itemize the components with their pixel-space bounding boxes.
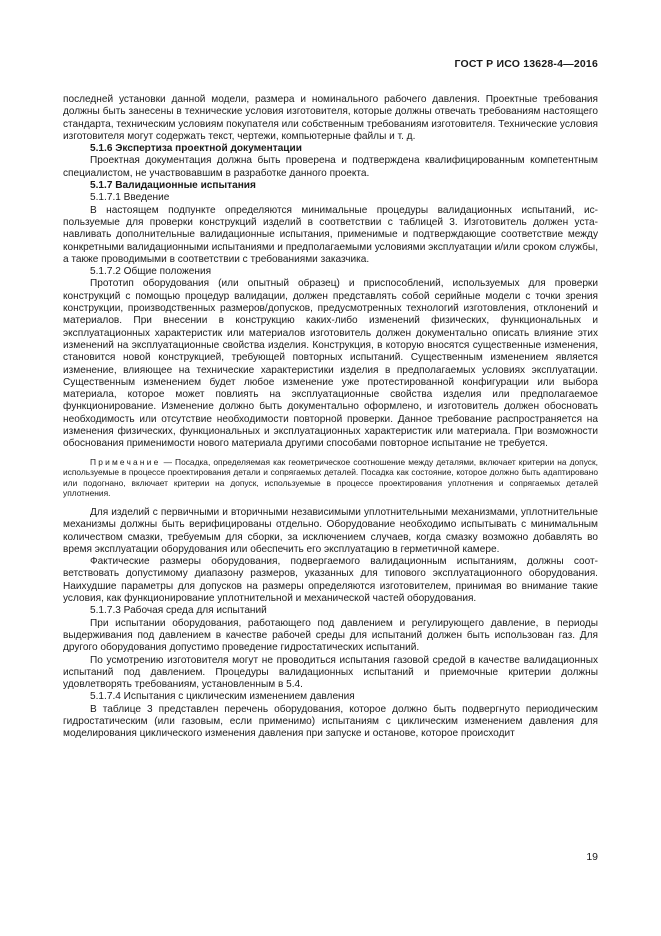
heading-5-1-6: 5.1.6 Экспертиза проектной документации <box>90 143 302 155</box>
paragraph-5-1-7-3-a: При испытании оборудования, работающего под давлением и регулирующего давление, в периоды выдерживания под давлением в качестве рабочей среды для испытаний должен быть использован газ. Для другого оборудования допустимо проведение гидростатических испытаний. <box>63 617 598 654</box>
paragraph-5-1-7-1: В настоящем подпункте определяются минимальные процедуры валидационных испытаний, используемые для проверки конструкций изделий в соответствии с таблицей 3. Изготовитель должен устанавливать дополнительные валидационные испытания, применимые и подтверждающие соответствие между конкретными валидационными испытаниями и предполагаемыми условиями эксплуатации и/или сроком службы, а также проводимыми в соответствии с требованиями заказчика. <box>63 204 598 265</box>
note <box>63 457 598 499</box>
standard-header: ГОСТ Р ИСО 13628-4—2016 <box>454 58 598 70</box>
heading-5-1-7-4: 5.1.7.4 Испытания с циклическим изменением давления <box>90 691 355 703</box>
paragraph-5-1-7-2: Прототип оборудования (или опытный образец) и приспособлений, используемых для проверки конструкций с помощью процедур валидации, должен представлять собой серийные модели с точки зрения конструкции, производственных размеров/допусков, предусмотренных технологий изготовления, отклонений и материалов. При внесении в конструкцию каких-либо изменений физических, функциональных и эксплуатационных характеристик или материалов изготовитель должен документально описать влияние этих изменений на эксплуатационные свойства изделия. Конструкция, в которую вносятся существенные изменения, становится новой конструкцией, требующей повторных испытаний. Существенным изменением является изменение, влияющее на технические характеристики изделия в предполагаемых условиях эксплуатации. Существенным изменением будет любое изменение уже протестированной конфигурации или выбора материала, которое может повлиять на эксплуатационные свойства изделия или предполагаемое функционирование. Изменение должно быть документально оформлено, и изготовитель должен обосновать необходимость или отсутствие необходимости повторной проверки. Данное требование распространяется на изменения физических, функциональных и эксплуатационных характеристик или материала. При возможности обоснования применимости нового материала другими способами повторное испытание не требуется. <box>63 278 598 450</box>
paragraph-5-1-7-4: В таблице 3 представлен перечень оборудования, которое должно быть подвергнуто периодическим гидростатическим (или газовым, если применимо) испытаниям с циклическим изменением давления для моделирования циклического изменения давления при запуске и останове, которое происходит <box>63 703 598 740</box>
note-label: Примечание <box>90 456 161 467</box>
heading-5-1-7-3: 5.1.7.3 Рабочая среда для испытаний <box>90 605 267 617</box>
paragraph-continuation: последней установки данной модели, размера и номинального рабочего давления. Проектные требования должны быть занесены в технические условия изготовителя, которые должны отвечать требованиям настоящего стандарта, техническим условиям покупателя или собственным требованиям изготовителя. Технические условия изготовителя могут содержать текст, чертежи, компьютерные файлы и т. д. <box>63 94 598 142</box>
heading-5-1-7-1: 5.1.7.1 Введение <box>90 192 170 204</box>
paragraph-dimensions: Фактические размеры оборудования, подвергаемого валидационным испытаниям, должны соответствовать допустимому диапазону размеров, указанных для типового эксплуатационного оборудования. Наихудшие параметры для допусков на размеры определяются изготовителем, принимая во внимание такие условия, как функционирование уплотнительной и механической частей оборудования. <box>63 556 598 605</box>
heading-5-1-7: 5.1.7 Валидационные испытания <box>90 180 256 192</box>
document-body <box>63 94 598 741</box>
paragraph-5-1-6: Проектная документация должна быть проверена и подтверждена квалифицированным компетентным специалистом, не участвовавшим в разработке данного проекта. <box>63 155 598 179</box>
heading-5-1-7-2: 5.1.7.2 Общие положения <box>90 266 212 278</box>
paragraph-seals: Для изделий с первичными и вторичными независимыми уплотнительными механизмами, уплотнительные механизмы должны быть верифицированы отдельно. Оборудование необходимо испытывать с минимальным количеством смазки, требуемым для сборки, за исключением случаев, когда смазку возможно добавлять во время эксплуатации оборудования или обеспечить его эксплуатацию в герметичной камере. <box>63 506 598 555</box>
note-text: — Посадка, определяемая как геометрическое соотношение между деталями, включает критерии на допуск, используемые в процессе проектирования детали и сопрягаемых деталей. Посадка как состояние, которое должно быть адаптировано или подогнано, включает критерии на допуск, используемые в процессе проектирования уплотнения и сопрягаемых деталей уплотнения. <box>63 456 598 499</box>
page-number: 19 <box>586 851 598 863</box>
paragraph-5-1-7-3-b: По усмотрению изготовителя могут не проводиться испытания газовой средой в качестве валидационных испытаний под давлением. Процедуры валидационных испытаний и приемочные критерии должны удовлетворять требованиям, установленным в 5.4. <box>63 654 598 691</box>
